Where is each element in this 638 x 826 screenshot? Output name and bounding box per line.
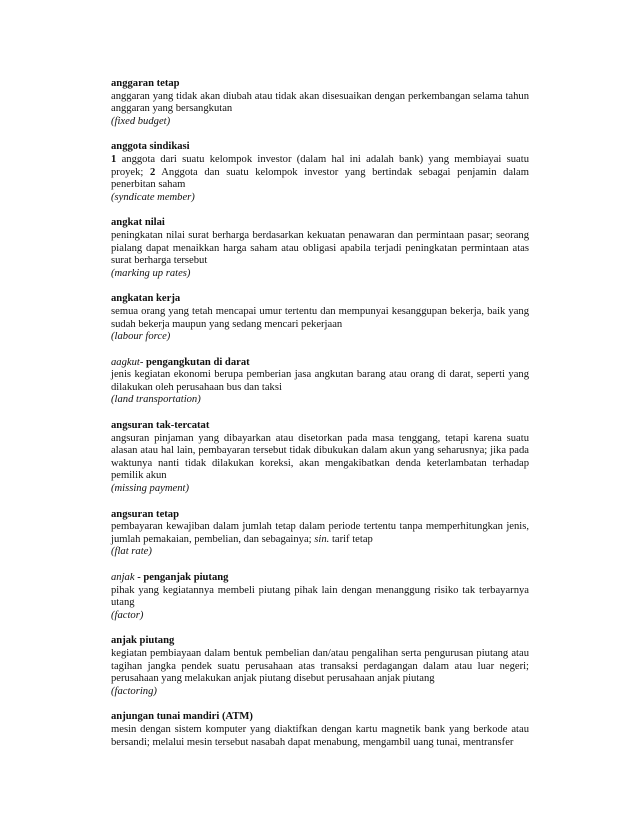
entry-english-term: (missing payment) — [111, 483, 189, 495]
entry-definition — [111, 521, 529, 546]
entry-english-term: (marking up rates) — [111, 267, 191, 279]
glossary-entry-angkatan-kerja — [111, 293, 529, 343]
entry-definition: angsuran pinjaman yang dibayarkan atau disetorkan pada masa tenggang, tetapi karena suatu alasan atau hal lain, pembayaran tersebut tidak dibukukan dalam akun yang seharusnya; jika pada waktunya nanti tidak dilakukan koreksi, akan mengakibatkan denda keterlambatan terhadap pemilik akun — [111, 432, 529, 482]
entry-definition: mesin dengan sistem komputer yang diaktifkan dengan kartu magnetik bank yang berkode atau bersandi; melalui mesin tersebut nasabah dapat menabung, mengambil uang tunai, mentransfer — [111, 723, 529, 748]
entry-english-term: (labour force) — [111, 331, 171, 343]
entry-term: angkatan kerja — [111, 293, 181, 305]
glossary-entry-anjak-piutang — [111, 635, 529, 698]
glossary-entry-anggaran-tetap — [111, 78, 529, 128]
entry-term: anggota sindikasi — [111, 141, 190, 153]
entry-english-term: (land transportation) — [111, 394, 201, 406]
entry-term — [111, 357, 529, 370]
entry-term: angkat nilai — [111, 217, 165, 229]
entry-term: anjak piutang — [111, 635, 175, 647]
entry-subterm: pengangkutan di darat — [143, 356, 250, 368]
entry-subterm: - penganjak piutang — [134, 572, 229, 583]
entry-english-term: (factor) — [111, 609, 144, 621]
entry-definition: semua orang yang tetah mencapai umur tertentu dan mempunyai kesanggupan bekerja, baik yang sudah bekerja maupun yang sedang mencari pekerjaan — [111, 305, 529, 330]
entry-definition: jenis kegiatan ekonomi berupa pemberian jasa angkutan barang atau orang di darat, seperti yang dilakukan oleh perusahaan bus dan taksi — [111, 369, 529, 393]
glossary-content — [111, 78, 529, 762]
entry-root-word: aagkut- — [111, 356, 144, 368]
entry-term: anggaran tetap — [111, 78, 180, 89]
entry-term: angsuran tetap — [111, 508, 179, 520]
entry-term — [111, 572, 529, 585]
entry-definition: kegiatan pembiayaan dalam bentuk pembelian dan/atau pengalihan serta pengurusan piutang atau tagihan jangka pendek suatu perusahaan atas transaksi perdagangan dalam atau luar negeri; perusahaan yang melakukan anjak piutang disebut perusahaan anjak piutang — [111, 647, 529, 685]
entry-root-word: anjak — [111, 572, 135, 583]
synonym-label: sin. — [314, 533, 330, 545]
entry-definition — [111, 154, 529, 192]
sense-number: 1 — [111, 153, 117, 165]
entry-english-term: (syndicate member) — [111, 191, 195, 203]
definition-text: pembayaran kewajiban dalam jumlah tetap dalam periode tertentu tanpa memperhitungkan jenis, jumlah pemakaian, pembelian, dan sebagainya; — [111, 521, 529, 545]
definition-part: Anggota dan suatu kelompok investor yang bertindak sebagai penjamin dalam penerbitan saham — [111, 166, 529, 191]
entry-term: angsuran tak-tercatat — [111, 420, 210, 432]
entry-term: anjungan tunai mandiri (ATM) — [111, 711, 253, 723]
entry-english-term: (fixed budget) — [111, 115, 171, 127]
glossary-entry-anggota-sindikasi — [111, 141, 529, 204]
glossary-entry-angsuran-tak-tercatat — [111, 420, 529, 496]
entry-definition: peningkatan nilai surat berharga berdasarkan kekuatan penawaran dan permintaan pasar; seorang pialang dapat menaikkan harga saham atau obligasi apabila terjadi peningkatan permintaan atas surat berharga tersebut — [111, 229, 529, 267]
sense-number: 2 — [149, 166, 156, 178]
glossary-entry-penganjak-piutang — [111, 572, 529, 622]
entry-definition: pihak yang kegiatannya membeli piutang pihak lain dengan menanggung risiko tak terbayarnya utang — [111, 584, 529, 609]
entry-english-term: (flat rate) — [111, 546, 152, 558]
entry-english-term: (factoring) — [111, 685, 157, 697]
glossary-entry-angsuran-tetap — [111, 509, 529, 559]
synonym-value: tarif tetap — [329, 533, 373, 545]
glossary-entry-angkat-nilai — [111, 217, 529, 280]
glossary-entry-atm — [111, 711, 529, 749]
definition-part: anggota dari suatu kelompok investor (dalam hal ini adalah bank) yang membiayai suatu proyek; — [111, 153, 529, 178]
glossary-entry-angkutan-darat — [111, 357, 529, 407]
entry-definition: anggaran yang tidak akan diubah atau tidak akan disesuaikan dengan perkembangan selama tahun anggaran yang bersangkutan — [111, 90, 529, 115]
